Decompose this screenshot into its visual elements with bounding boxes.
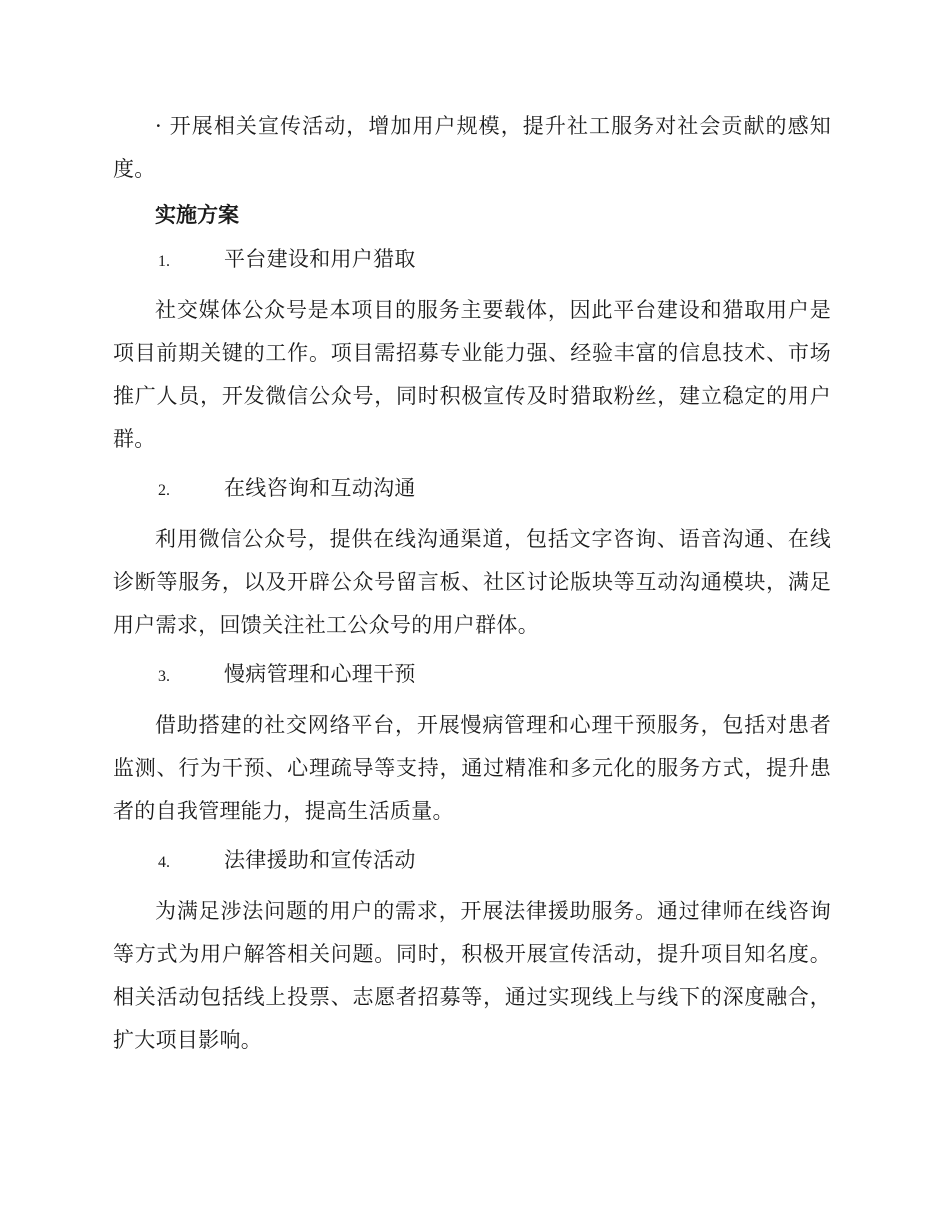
section-4-label: 法律援助和宣传活动 xyxy=(224,848,416,872)
section-3-number: 3. xyxy=(158,668,170,685)
section-heading: 实施方案 xyxy=(155,203,239,227)
section-1-body: 社交媒体公众号是本项目的服务主要载体，因此平台建设和猎取用户是项目前期关键的工作。项目需招募专业能力强、经验丰富的信息技术、市场推广人员，开发微信公众号，同时积极宣传及时猎取粉丝，建立稳定的用户群。 xyxy=(113,298,831,451)
intro-bullet-paragraph: · 开展相关宣传活动，增加用户规模，提升社工服务对社会贡献的感知度。 xyxy=(113,114,831,181)
section-1-title xyxy=(158,244,831,277)
section-4-number: 4. xyxy=(158,854,170,871)
section-2-number: 2. xyxy=(158,482,170,499)
section-3-body: 借助搭建的社交网络平台，开展慢病管理和心理干预服务，包括对患者监测、行为干预、心理疏导等支持，通过精准和多元化的服务方式，提升患者的自我管理能力，提高生活质量。 xyxy=(113,713,831,823)
section-1 xyxy=(113,244,831,461)
section-4-title xyxy=(158,845,831,878)
section-3-label: 慢病管理和心理干预 xyxy=(224,662,416,686)
section-3 xyxy=(113,659,831,833)
section-1-number: 1. xyxy=(158,253,170,270)
section-1-label: 平台建设和用户猎取 xyxy=(224,247,416,271)
document-page xyxy=(113,105,831,1070)
section-3-title xyxy=(158,659,831,692)
section-4-body: 为满足涉法问题的用户的需求，开展法律援助服务。通过律师在线咨询等方式为用户解答相关问题。同时，积极开展宣传活动，提升项目知名度。相关活动包括线上投票、志愿者招募等，通过实现线上与线下的深度融合，扩大项目影响。 xyxy=(113,899,831,1052)
section-4 xyxy=(113,845,831,1062)
section-2-title xyxy=(158,473,831,506)
section-2-label: 在线咨询和互动沟通 xyxy=(224,476,416,500)
section-2-body: 利用微信公众号，提供在线沟通渠道，包括文字咨询、语音沟通、在线诊断等服务，以及开辟公众号留言板、社区讨论版块等互动沟通模块，满足用户需求，回馈关注社工公众号的用户群体。 xyxy=(113,527,831,637)
section-2 xyxy=(113,473,831,647)
